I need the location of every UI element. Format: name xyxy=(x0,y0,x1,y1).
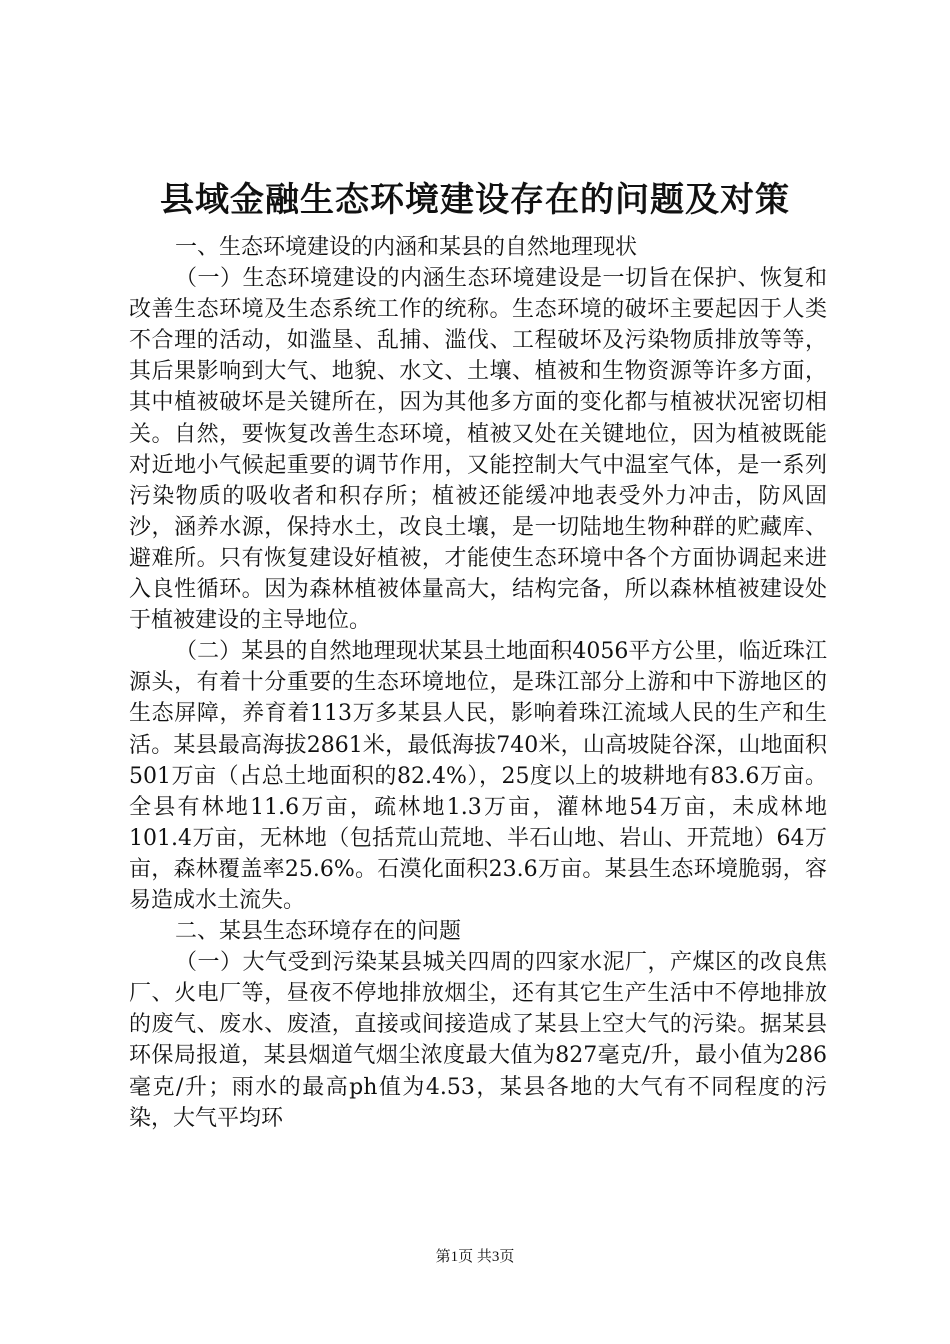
paragraph: （一）生态环境建设的内涵生态环境建设是一切旨在保护、恢复和改善生态环境及生态系统工作的统称。生态环境的破坏主要起因于人类不合理的活动，如滥垦、乱捕、滥伐、工程破坏及污染物质排放等等，其后果影响到大气、地貌、水文、土壤、植被和生物资源等许多方面，其中植被破坏是关键所在，因为其他多方面的变化都与植被状况密切相关。自然，要恢复改善生态环境，植被又处在关键地位，因为植被既能对近地小气候起重要的调节作用，又能控制大气中温室气体，是一系列污染物质的吸收者和积存所；植被还能缓冲地表受外力冲击，防风固沙，涵养水源，保持水土，改良土壤，是一切陆地生物种群的贮藏库、避难所。只有恢复建设好植被，才能使生态环境中各个方面协调起来进入良性循环。因为森林植被体量高大，结构完备，所以森林植被建设处于植被建设的主导地位。 xyxy=(129,266,827,634)
paragraph: （二）某县的自然地理现状某县土地面积4056平方公里，临近珠江源头，有着十分重要的生态环境地位，是珠江部分上游和中下游地区的生态屏障，养育着113万多某县人民，影响着珠江流域人民的生产和生活。某县最高海拔2861米，最低海拔740米，山高坡陡谷深，山地面积501万亩（占总土地面积的82.4%），25度以上的坡耕地有83.6万亩。全县有林地11.6万亩，疏林地1.3万亩，灌林地54万亩，未成林地101.4万亩，无林地（包括荒山荒地、半石山地、岩山、开荒地）64万亩，森林覆盖率25.6%。石漠化面积23.6万亩。某县生态环境脆弱，容易造成水土流失。 xyxy=(129,639,827,913)
paragraph: （一）大气受到污染某县城关四周的四家水泥厂，产煤区的改良焦厂、火电厂等，昼夜不停地排放烟尘，还有其它生产生活中不停地排放的废气、废水、废渣，直接或间接造成了某县上空大气的污染。据某县环保局报道，某县烟道气烟尘浓度最大值为827毫克/升，最小值为286毫克/升；雨水的最高ph值为4.53，某县各地的大气有不同程度的污染，大气平均环 xyxy=(129,950,827,1131)
section-heading: 二、某县生态环境存在的问题 xyxy=(175,919,462,945)
document-title: 县域金融生态环境建设存在的问题及对策 xyxy=(160,180,790,220)
section-heading: 一、生态环境建设的内涵和某县的自然地理现状 xyxy=(175,235,638,260)
page-footer: 第1页 共3页 xyxy=(435,1249,515,1265)
document-body xyxy=(129,232,827,1134)
